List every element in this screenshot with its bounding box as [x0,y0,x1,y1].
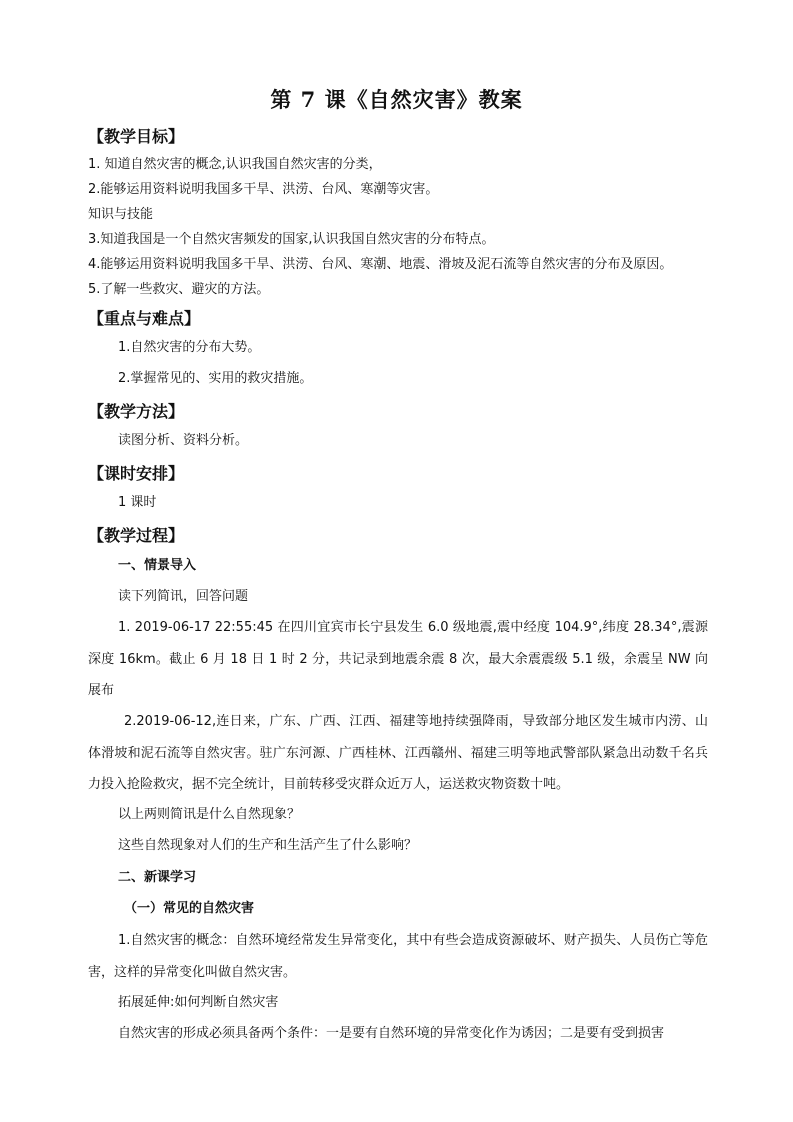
goal-item-5: 4.能够运用资料说明我国多干旱、洪涝、台风、寒潮、地震、滑坡及泥石流等自然灾害的分布及原因。 [88,257,673,272]
section-heading-goals: 【教学目标】 [88,127,185,146]
schedule-text: 1 课时 [118,495,157,510]
extend-heading: 拓展延伸:如何判断自然灾害 [118,995,279,1010]
goal-item-1: 1. 知道自然灾害的概念,认识我国自然灾害的分类， [88,157,382,172]
keypoint-item-1: 1.自然灾害的分布大势。 [118,340,261,355]
section-heading-schedule: 【课时安排】 [88,464,185,483]
question-2: 这些自然现象对人们的生产和生活产生了什么影响？ [118,838,418,853]
document-title: 第 7 课《自然灾害》教案 [270,87,523,112]
news-item-2: 2.2019-06-12,连日来，广东、广西、江西、福建等地持续强降雨，导致部分地区发生城市内涝、山体滑坡和泥石流等自然灾害。驻广东河源、广西桂林、江西赣州、福建三明等地武警部队紧急出动数千名兵力投入抢险救灾，据不完全统计，目前转移受灾群众近万人，运送救灾物资数十吨。 [88,714,708,792]
goal-item-4: 3.知道我国是一个自然灾害频发的国家,认识我国自然灾害的分布特点。 [88,232,495,247]
goal-item-2: 2.能够运用资料说明我国多干旱、洪涝、台风、寒潮等灾害。 [88,182,439,197]
section-heading-process: 【教学过程】 [88,526,185,545]
goal-item-6: 5.了解一些救灾、避灾的方法。 [88,282,270,297]
process-intro: 读下列简讯，回答问题 [118,589,249,604]
disaster-conditions: 自然灾害的形成必须具备两个条件：一是要有自然环境的异常变化作为诱因；二是要有受到损害 [118,1026,665,1041]
goal-item-3: 知识与技能 [88,207,154,222]
news-item-1: 1. 2019-06-17 22:55:45 在四川宜宾市长宁县发生 6.0 级地震,震中经度 104.9°,纬度 28.34°,震源深度 16km。截止 6 月 18 日 1 时 2 分，共记录到地震余震 8 次，最大余震震级 5.1 级，余震呈 NW 向展布 [88,620,708,698]
methods-text: 读图分析、资料分析。 [118,433,249,448]
keypoint-item-2: 2.掌握常见的、实用的救灾措施。 [118,371,313,386]
section-heading-methods: 【教学方法】 [88,402,185,421]
process-part2-heading: 二、新课学习 [118,870,197,885]
process-part1-heading: 一、情景导入 [118,558,197,573]
question-1: 以上两则简讯是什么自然现象？ [118,807,301,822]
section-heading-keypoints: 【重点与难点】 [88,309,201,328]
subsection-heading-common-disasters: （一）常见的自然灾害 [124,901,255,916]
disaster-concept: 1.自然灾害的概念：自然环境经常发生异常变化，其中有些会造成资源破坏、财产损失、人员伤亡等危害，这样的异常变化叫做自然灾害。 [88,933,708,980]
